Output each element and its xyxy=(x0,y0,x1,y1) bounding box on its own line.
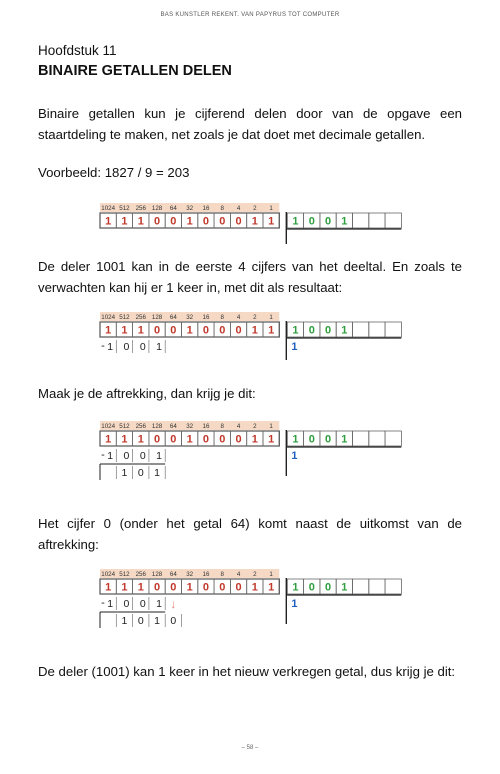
dividend-digit: 0 xyxy=(219,581,226,594)
weight-label: 128 xyxy=(151,205,163,212)
remainder-digit: 0 xyxy=(170,615,177,627)
dividend-digit: 1 xyxy=(268,581,275,594)
weight-label: 1024 xyxy=(101,571,116,578)
dividend-digit: 0 xyxy=(235,433,242,446)
divisor-digit: 1 xyxy=(341,215,348,228)
subtrahend-digit: 0 xyxy=(139,341,146,353)
chapter-title: BINAIRE GETALLEN DELEN xyxy=(38,63,232,79)
paragraph-step3: Het cijfer 0 (onder het getal 64) komt naast de uitkomst van de aftrekking: xyxy=(38,516,462,552)
weight-label: 16 xyxy=(202,571,210,578)
weight-label: 64 xyxy=(169,423,177,430)
remainder-digit: 0 xyxy=(137,615,144,627)
divisor-digit: 0 xyxy=(308,324,315,337)
division-figure-3 xyxy=(98,421,408,489)
division-figure-4 xyxy=(98,569,408,641)
divisor-digit: 1 xyxy=(292,581,299,594)
dividend-digit: 0 xyxy=(235,215,242,228)
weight-label: 8 xyxy=(220,314,224,321)
dividend-digit: 0 xyxy=(202,215,210,228)
paragraph-step4: De deler (1001) kan 1 keer in het nieuw verkregen getal, dus krijg je dit: xyxy=(38,664,456,679)
dividend-digit: 0 xyxy=(170,581,177,594)
dividend-digit: 1 xyxy=(121,433,128,446)
dividend-digit: 1 xyxy=(186,581,193,594)
weight-label: 32 xyxy=(186,205,194,212)
division-figure-2 xyxy=(98,312,408,360)
weight-label: 128 xyxy=(151,314,163,321)
bring-down-arrow-icon: ↓ xyxy=(170,597,177,611)
dividend-digit: 1 xyxy=(268,433,275,446)
divisor-digit: 0 xyxy=(324,581,332,594)
weight-label: 32 xyxy=(186,314,194,321)
dividend-digit: 0 xyxy=(202,581,210,594)
divisor-empty-cell xyxy=(385,213,401,228)
paragraph-intro: Binaire getallen kun je cijferend delen door van de opgave een staartdeling te maken, net zoals je dat doet met decimale getallen. xyxy=(38,106,462,142)
divisor-empty-cell xyxy=(369,431,385,446)
dividend-digit: 1 xyxy=(137,324,144,337)
divisor-digit: 1 xyxy=(341,433,348,446)
dividend-digit: 0 xyxy=(235,581,242,594)
weight-label: 64 xyxy=(169,571,177,578)
dividend-digit: 1 xyxy=(251,215,258,228)
subtrahend-digit: 1 xyxy=(156,450,162,462)
weight-label: 16 xyxy=(202,423,210,430)
divisor-empty-cell xyxy=(385,579,401,594)
dividend-digit: 1 xyxy=(137,581,144,594)
weight-label: 8 xyxy=(220,423,224,430)
dividend-digit: 1 xyxy=(137,215,144,228)
dividend-digit: 0 xyxy=(170,433,177,446)
paragraph-step1: De deler 1001 kan in de eerste 4 cijfers van het deeltal. En zoals te verwachten kan hij er 1 keer in, met dit als resultaat: xyxy=(38,259,462,295)
weight-label: 4 xyxy=(236,571,241,578)
weight-label: 2 xyxy=(253,423,257,430)
dividend-digit: 1 xyxy=(251,433,258,446)
quotient-digit: 1 xyxy=(291,450,298,462)
dividend-digit: 1 xyxy=(186,215,193,228)
divisor-digit: 0 xyxy=(324,215,332,228)
dividend-digit: 1 xyxy=(105,581,112,594)
dividend-digit: 0 xyxy=(235,324,242,337)
remainder-digit: 1 xyxy=(154,615,160,627)
subtrahend-digit: 1 xyxy=(107,450,114,462)
divisor-empty-cell xyxy=(353,579,369,594)
dividend-digit: 1 xyxy=(268,324,275,337)
weight-label: 64 xyxy=(169,314,177,321)
dividend-digit: 1 xyxy=(121,324,128,337)
weight-label: 256 xyxy=(135,314,146,321)
weight-label: 512 xyxy=(119,571,130,578)
weight-label: 4 xyxy=(236,423,241,430)
weight-label: 1 xyxy=(269,571,273,578)
dividend-digit: 1 xyxy=(186,433,193,446)
divisor-empty-cell xyxy=(353,431,369,446)
subtrahend-digit: 0 xyxy=(123,341,130,353)
weight-label: 1024 xyxy=(101,423,116,430)
running-header: BAS KUNSTLER REKENT. VAN PAPYRUS TOT COMPUTER xyxy=(160,12,340,18)
quotient-digit: 1 xyxy=(291,598,298,610)
weight-label: 4 xyxy=(236,205,241,212)
chapter-label: Hoofdstuk 11 xyxy=(38,43,117,58)
remainder-digit: 1 xyxy=(154,467,160,479)
subtrahend-digit: 1 xyxy=(107,598,114,610)
weight-label: 512 xyxy=(119,314,130,321)
remainder-digit: 1 xyxy=(121,615,128,627)
weight-label: 32 xyxy=(186,571,194,578)
divisor-digit: 1 xyxy=(292,215,299,228)
subtrahend-digit: 1 xyxy=(107,341,114,353)
division-figure-1 xyxy=(98,203,408,251)
remainder-digit: 0 xyxy=(137,467,144,479)
weight-label: 2 xyxy=(253,314,257,321)
minus-sign: - xyxy=(101,340,105,352)
weight-label: 1 xyxy=(269,423,273,430)
dividend-digit: 1 xyxy=(186,324,193,337)
dividend-digit: 0 xyxy=(153,324,161,337)
weight-label: 16 xyxy=(202,205,210,212)
divisor-digit: 0 xyxy=(324,433,332,446)
divisor-digit: 1 xyxy=(341,324,348,337)
weight-label: 256 xyxy=(135,205,146,212)
weight-label: 2 xyxy=(253,571,257,578)
subtrahend-digit: 0 xyxy=(139,598,146,610)
dividend-digit: 0 xyxy=(219,215,226,228)
dividend-digit: 0 xyxy=(170,215,177,228)
dividend-digit: 0 xyxy=(219,324,226,337)
subtrahend-digit: 0 xyxy=(123,450,130,462)
weight-label: 2 xyxy=(253,205,257,212)
dividend-digit: 1 xyxy=(105,324,112,337)
divisor-digit: 1 xyxy=(292,324,299,337)
weight-label: 8 xyxy=(220,205,224,212)
divisor-digit: 1 xyxy=(341,581,348,594)
weight-label: 128 xyxy=(151,423,163,430)
dividend-digit: 1 xyxy=(268,215,275,228)
dividend-digit: 1 xyxy=(105,433,112,446)
paragraph-step2: Maak je de aftrekking, dan krijg je dit: xyxy=(38,386,256,401)
dividend-digit: 1 xyxy=(121,215,128,228)
page-number: – 58 – xyxy=(241,745,259,751)
divisor-digit: 1 xyxy=(292,433,299,446)
divisor-digit: 0 xyxy=(308,433,315,446)
dividend-digit: 1 xyxy=(121,581,128,594)
dividend-digit: 1 xyxy=(105,215,112,228)
weight-label: 512 xyxy=(119,205,130,212)
dividend-digit: 0 xyxy=(202,324,210,337)
dividend-digit: 1 xyxy=(251,581,258,594)
subtrahend-digit: 0 xyxy=(139,450,146,462)
weight-label: 16 xyxy=(202,314,210,321)
divisor-empty-cell xyxy=(353,322,369,337)
weight-label: 1024 xyxy=(101,314,116,321)
dividend-digit: 0 xyxy=(153,581,161,594)
divisor-digit: 0 xyxy=(308,215,315,228)
dividend-digit: 1 xyxy=(251,324,258,337)
divisor-empty-cell xyxy=(353,213,369,228)
divisor-empty-cell xyxy=(369,322,385,337)
subtrahend-digit: 0 xyxy=(123,598,130,610)
divisor-empty-cell xyxy=(369,213,385,228)
weight-label: 8 xyxy=(220,571,224,578)
paragraph-example: Voorbeeld: 1827 / 9 = 203 xyxy=(38,165,190,180)
weight-label: 1 xyxy=(269,205,273,212)
dividend-digit: 0 xyxy=(153,215,161,228)
dividend-digit: 0 xyxy=(219,433,226,446)
weight-label: 32 xyxy=(186,423,194,430)
weight-label: 4 xyxy=(236,314,241,321)
divisor-empty-cell xyxy=(369,579,385,594)
weight-label: 1 xyxy=(269,314,273,321)
dividend-digit: 0 xyxy=(202,433,210,446)
subtrahend-digit: 1 xyxy=(156,598,162,610)
divisor-digit: 0 xyxy=(308,581,315,594)
weight-label: 256 xyxy=(135,423,146,430)
minus-sign: - xyxy=(101,597,105,609)
dividend-digit: 1 xyxy=(137,433,144,446)
dividend-digit: 0 xyxy=(170,324,177,337)
weight-label: 256 xyxy=(135,571,146,578)
quotient-digit: 1 xyxy=(291,341,298,353)
weight-label: 512 xyxy=(119,423,130,430)
divisor-empty-cell xyxy=(385,322,401,337)
subtrahend-digit: 1 xyxy=(156,341,162,353)
remainder-digit: 1 xyxy=(121,467,128,479)
divisor-digit: 0 xyxy=(324,324,332,337)
minus-sign: - xyxy=(101,449,105,461)
divisor-empty-cell xyxy=(385,431,401,446)
weight-label: 128 xyxy=(151,571,163,578)
weight-label: 1024 xyxy=(101,205,116,212)
weight-label: 64 xyxy=(169,205,177,212)
dividend-digit: 0 xyxy=(153,433,161,446)
